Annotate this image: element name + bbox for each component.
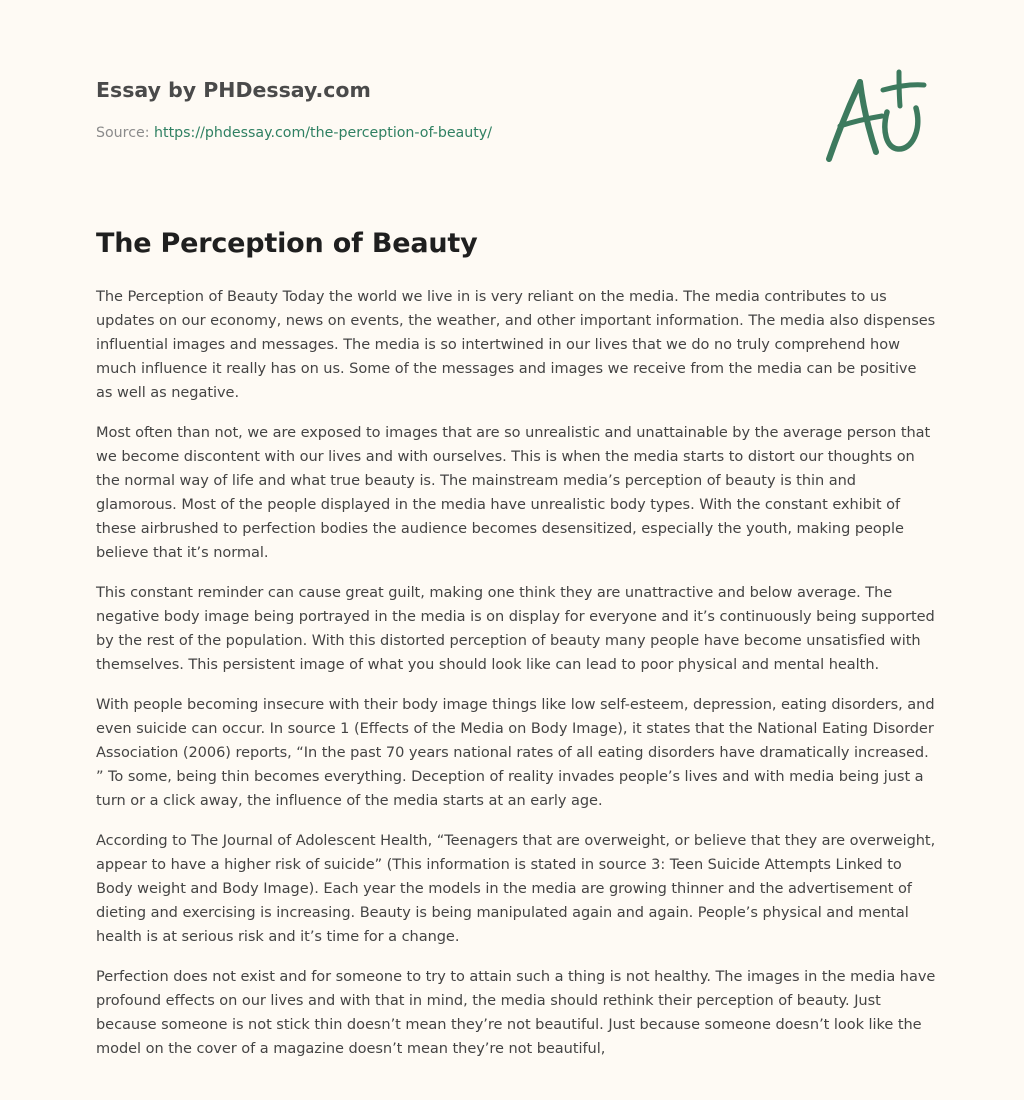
essay-paragraph-2: Most often than not, we are exposed to images that are so unrealistic and unattainable by the average person that we become discontent with our lives and with ourselves. This is when the media starts to distort our thoughts on the normal way of life and what true beauty is. The mainstream media’s perception of beauty is thin and glamorous. Most of the people displayed in the media have unrealistic body types. With the constant exhibit of these airbrushed to perfection bodies the audience becomes desensitized, especially the youth, making people believe that it’s normal. bbox=[96, 424, 931, 561]
essay-paragraph-1: The Perception of Beauty Today the world we live in is very reliant on the media. The media contributes to us updates on our economy, news on events, the weather, and other important information. The media also dispenses influential images and messages. The media is so intertwined in our lives that we do no truly comprehend how much influence it really has on us. Some of the messages and images we receive from the media can be positive as well as negative. bbox=[96, 288, 936, 401]
essay-paragraph-4: With people becoming insecure with their body image things like low self-esteem, depression, eating disorders, and even suicide can occur. In source 1 (Effects of the Media on Body Image), it states that the National Eating Disorder Association (2006) reports, “In the past 70 years national rates of all eating disorders have dramatically increased. ” To some, being thin becomes everything. Deception of reality invades people’s lives and with media being just a turn or a click away, the influence of the media starts at an early age. bbox=[96, 696, 935, 809]
essay-paragraph-3: This constant reminder can cause great guilt, making one think they are unattractive and below average. The negative body image being portrayed in the media is on display for everyone and it’s continuously being supported by the rest of the population. With this distorted perception of beauty many people have become unsatisfied with themselves. This persistent image of what you should look like can lead to poor physical and mental health. bbox=[96, 584, 935, 673]
essay-paragraph-6: Perfection does not exist and for someone to try to attain such a thing is not healthy. The images in the media have profound effects on our lives and with that in mind, the media should rethink their perception of beauty. Just because someone is not stick thin doesn’t mean they’re not beautiful. Just because someone doesn’t look like the model on the cover of a magazine doesn’t mean they’re not beautiful, bbox=[96, 968, 936, 1057]
source-link[interactable]: https://phdessay.com/the-perception-of-beauty/ bbox=[154, 125, 492, 141]
essay-body bbox=[96, 285, 936, 1077]
source-line bbox=[96, 123, 716, 143]
essay-paragraph-5: According to The Journal of Adolescent Health, “Teenagers that are overweight, or believe that they are overweight, appear to have a higher risk of suicide” (This information is stated in source 3: Teen Suicide Attempts Linked to Body weight and Body Image). Each year the models in the media are growing thinner and the advertisement of dieting and exercising is increasing. Beauty is being manipulated again and again. People’s physical and mental health is at serious risk and it’s time for a change. bbox=[96, 832, 936, 945]
a-plus-logo-icon bbox=[820, 66, 930, 166]
page-header bbox=[96, 76, 716, 143]
site-title: Essay by PHDessay.com bbox=[96, 78, 371, 102]
source-label: Source: bbox=[96, 125, 155, 141]
essay-title: The Perception of Beauty bbox=[96, 228, 478, 259]
